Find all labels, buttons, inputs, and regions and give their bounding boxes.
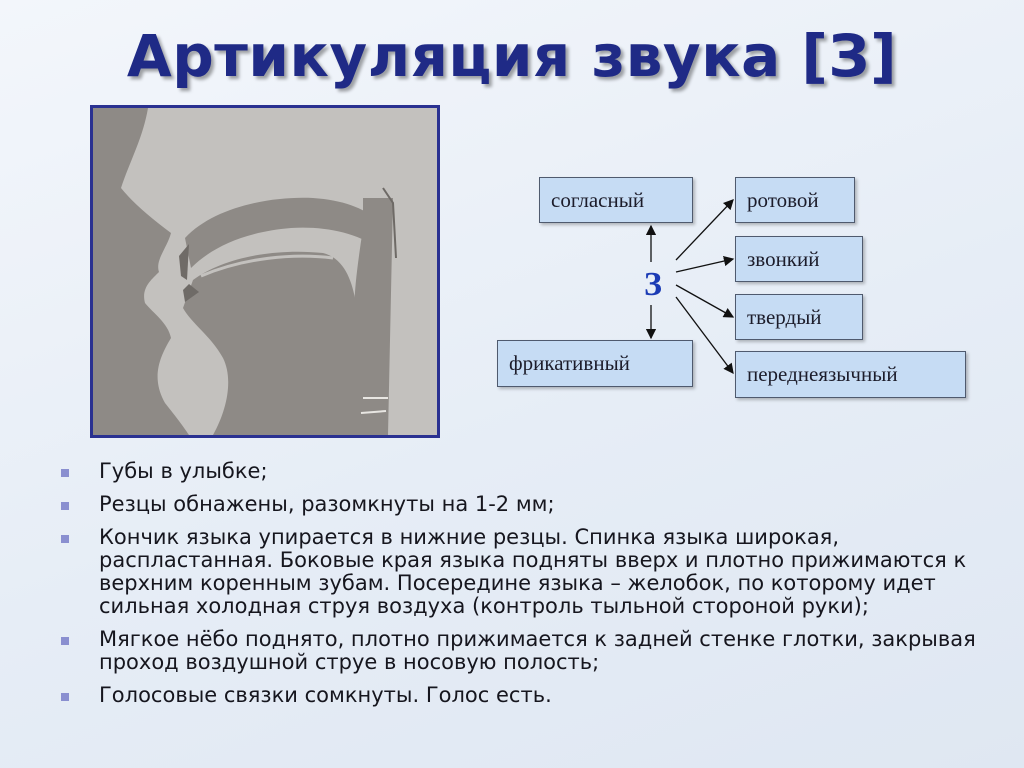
arrow-to-right-3 <box>676 285 733 317</box>
bullet-square-icon <box>61 693 69 701</box>
bullet-square-icon <box>61 535 69 543</box>
box-consonant: согласный <box>539 177 693 223</box>
list-item: Кончик языка упирается в нижние резцы. Спинка языка широкая, распластанная. Боковые края языка подняты вверх и плотно прижимаются к верхним коренным зубам. Посередине языка – желобок, по которому идет сильная холодная струя воздуха (контроль тыльной стороной руки); <box>58 526 998 618</box>
box-fricative: фрикативный <box>497 340 693 387</box>
bullet-square-icon <box>61 502 69 510</box>
bullet-square-icon <box>61 469 69 477</box>
list-item: Мягкое нёбо поднято, плотно прижимается к задней стенке глотки, закрывая проход воздушной струе в носовую полость; <box>58 628 998 674</box>
bullet-square-icon <box>61 637 69 645</box>
list-item: Голосовые связки сомкнуты. Голос есть. <box>58 684 998 707</box>
box-hard: твердый <box>735 294 863 340</box>
articulation-bullet-list <box>58 460 998 717</box>
box-front-lingual: переднеязычный <box>735 351 966 398</box>
arrow-to-right-2 <box>676 259 733 272</box>
slide-title: Артикуляция звука [З] <box>126 22 898 90</box>
center-letter: З <box>644 266 662 303</box>
list-item: Губы в улыбке; <box>58 460 998 483</box>
list-item: Резцы обнажены, разомкнуты на 1-2 мм; <box>58 493 998 516</box>
box-oral: ротовой <box>735 177 855 223</box>
box-voiced: звонкий <box>735 236 863 282</box>
